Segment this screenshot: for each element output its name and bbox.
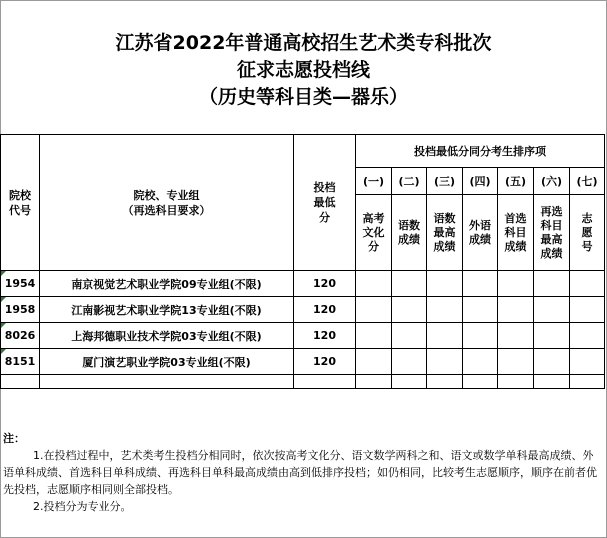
row-code: 8026 (1, 323, 40, 349)
page-title (0, 30, 607, 111)
notes-item-2: 2.投档分为专业分。 (33, 500, 132, 513)
row-cell (356, 323, 392, 349)
row-cell (1, 375, 40, 389)
row-cell (498, 271, 534, 297)
header-sort-label-3: 语数最高成绩 (427, 195, 463, 271)
row-cell (534, 271, 570, 297)
row-cell (534, 349, 570, 375)
row-name: 南京视觉艺术职业学院09专业组(不限) (40, 271, 294, 297)
table-row (1, 349, 605, 375)
row-cell (356, 375, 392, 389)
header-sort-group: 投档最低分同分考生排序项 (356, 135, 605, 168)
notes-section (3, 430, 601, 515)
title-line-1: 江苏省2022年普通高校招生艺术类专科批次 (115, 32, 492, 54)
table-row (1, 271, 605, 297)
row-cell (570, 271, 605, 297)
row-code: 8151 (1, 349, 40, 375)
row-cell (392, 375, 427, 389)
header-sort-label-2: 语数成绩 (392, 195, 427, 271)
row-cell (392, 349, 427, 375)
title-line-2: 征求志愿投档线 (236, 59, 370, 81)
row-cell (570, 323, 605, 349)
row-min-score: 120 (294, 323, 356, 349)
header-sort-label-7: 志愿号 (570, 195, 605, 271)
row-cell (392, 323, 427, 349)
header-sort-label-1: 高考文化分 (356, 195, 392, 271)
notes-label: 注： (3, 432, 25, 445)
header-min-score: 投档最低分 (294, 135, 356, 271)
row-cell (498, 297, 534, 323)
row-cell (427, 297, 463, 323)
row-cell (356, 271, 392, 297)
row-cell (463, 375, 498, 389)
header-school-group: 院校、专业组 （再选科目要求） (40, 135, 294, 271)
row-cell (40, 375, 294, 389)
row-cell (570, 349, 605, 375)
header-sort-num-4: (四) (463, 168, 498, 195)
row-cell (498, 349, 534, 375)
header-sort-num-5: (五) (498, 168, 534, 195)
header-sort-num-1: (一) (356, 168, 392, 195)
admission-score-table (0, 134, 605, 389)
row-cell (463, 323, 498, 349)
row-cell (498, 375, 534, 389)
row-name: 江南影视艺术职业学院13专业组(不限) (40, 297, 294, 323)
header-school-code: 院校代号 (1, 135, 40, 271)
notes-item-1: 1.在投档过程中，艺术类考生投档分相同时，依次按高考文化分、语文数学两科之和、语文或数学单科最高成绩、外语单科成绩、首选科目单科成绩、再选科目单科最高成绩由高到低排序投档；如仍相同，比较考生志愿顺序，顺序在前者优先投档，志愿顺序相同则全部投档。 (3, 449, 597, 496)
row-cell (392, 271, 427, 297)
header-sort-label-6: 再选科目最高成绩 (534, 195, 570, 271)
row-cell (534, 297, 570, 323)
row-cell (356, 349, 392, 375)
row-cell (534, 375, 570, 389)
header-sort-label-4: 外语成绩 (463, 195, 498, 271)
header-sort-num-2: (二) (392, 168, 427, 195)
row-cell (498, 323, 534, 349)
header-sort-num-3: (三) (427, 168, 463, 195)
header-sort-num-7: (七) (570, 168, 605, 195)
table-row (1, 297, 605, 323)
row-cell (356, 297, 392, 323)
row-cell (427, 349, 463, 375)
row-cell (427, 271, 463, 297)
row-cell (570, 297, 605, 323)
row-code: 1954 (1, 271, 40, 297)
row-cell (294, 375, 356, 389)
table-row (1, 323, 605, 349)
row-cell (463, 297, 498, 323)
row-name: 上海邦德职业技术学院03专业组(不限) (40, 323, 294, 349)
row-cell (463, 271, 498, 297)
row-name: 厦门演艺职业学院03专业组(不限) (40, 349, 294, 375)
header-sort-num-6: (六) (534, 168, 570, 195)
header-sort-label-5: 首选科目成绩 (498, 195, 534, 271)
title-line-3: （历史等科目类—器乐） (198, 86, 408, 108)
row-min-score: 120 (294, 349, 356, 375)
row-cell (570, 375, 605, 389)
row-cell (427, 323, 463, 349)
row-code: 1958 (1, 297, 40, 323)
table-row-empty (1, 375, 605, 389)
row-min-score: 120 (294, 271, 356, 297)
row-cell (463, 349, 498, 375)
row-cell (534, 323, 570, 349)
row-min-score: 120 (294, 297, 356, 323)
row-cell (392, 297, 427, 323)
row-cell (427, 375, 463, 389)
